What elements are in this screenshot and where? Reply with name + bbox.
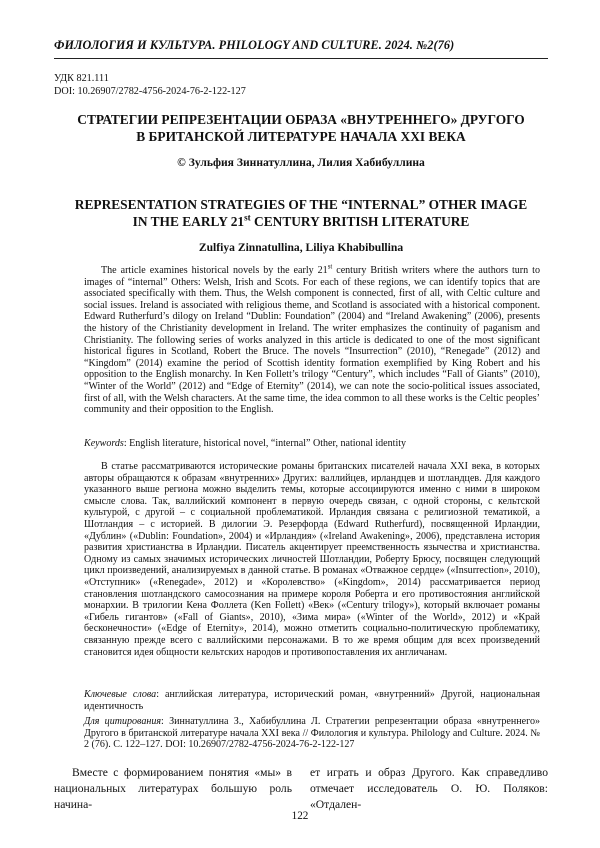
- russian-keywords-label: Ключевые слова: [84, 689, 157, 700]
- body-column-left: Вместе с формированием понятия «мы» в национальных литературах большую роль начина-: [54, 766, 292, 811]
- english-title-line-1: REPRESENTATION STRATEGIES OF THE “INTERNAL” OTHER IMAGE: [74, 197, 528, 212]
- english-abstract-part-b: century British writers where the authors turn to images of “internal” Others: Welsh, Irish and Scots. For each of these regions, we can identify topics that are associated specifically with them. Thus, the Welsh component is connected, first of all, with Celtic culture and social issues. Ireland is associated with religious theme, and Scotland is associated with a historical component. Edward Rutherfurd’s dilogy on Ireland “Dublin: Foundation” (2004) and “Ireland Awakening” (2006), presents the history of the Christianity development in Ireland. The writer emphasizes the continuity of paganism and Christianity. The following series of works analyzed in this article is dedicated to one of the most significant historical figures in Scotland, Robert the Bruce. The novels “Insurrection” (2010), “Renegade” (2012) and “Kingdom” (2014) examine the period of Scottish identity formation exemplified by King Robert and his opposition to the English monarchy. In Ken Follett’s trilogy “Century”, which includes “Fall of Giants” (2010), “Winter of the World” (2012) and “Edge of Eternity” (2014), we can note the socio-political issues associated, first of all, with the Welsh characters. At the same time, the idea common to all these works is the Celtic peoples’ community and their opposition to the English.: [84, 265, 540, 416]
- udk-code: УДК 821.111: [54, 73, 109, 84]
- english-title-superscript: st: [244, 212, 251, 223]
- english-abstract-part-a: The article examines historical novels by the early 21: [101, 265, 328, 276]
- article-meta: [54, 73, 246, 98]
- body-column-right: ет играть и образ Другого. Как справедливо отмечает исследователь О. Ю. Поляков: «Отдален-: [310, 766, 548, 811]
- russian-keywords-text: : английская литература, исторический роман, «внутренний» Другой, национальная идентичность: [84, 689, 540, 712]
- header-divider: [54, 58, 548, 59]
- russian-title-line-1: СТРАТЕГИИ РЕПРЕЗЕНТАЦИИ ОБРАЗА «ВНУТРЕННЕГО» ДРУГОГО: [77, 112, 525, 127]
- citation-text: : Зиннатуллина З., Хабибуллина Л. Стратегии репрезентации образа «внутреннего» Другого в британской литературе начала XXI века // Филология и культура. Philology and Culture. 2024. № 2 (76). С. 122–127. DOI: 10.26907/2782-4756-2024-76-2-122-127: [84, 716, 540, 751]
- english-keywords: [84, 438, 540, 450]
- journal-header: ФИЛОЛОГИЯ И КУЛЬТУРА. PHILOLOGY AND CULTURE. 2024. №2(76): [54, 38, 455, 52]
- page-number: 122: [291, 810, 309, 822]
- english-title-line-2: [54, 213, 548, 230]
- english-keywords-text: : English literature, historical novel, “internal” Other, national identity: [123, 438, 407, 449]
- english-keywords-label: Keywords: [84, 438, 124, 449]
- doi: DOI: 10.26907/2782-4756-2024-76-2-122-127: [54, 85, 246, 97]
- english-authors: Zulfiya Zinnatullina, Liliya Khabibullina: [198, 241, 404, 254]
- citation: [84, 716, 540, 751]
- russian-title-line-2: В БРИТАНСКОЙ ЛИТЕРАТУРЕ НАЧАЛА XXI ВЕКА: [136, 129, 466, 144]
- english-title: [54, 196, 548, 230]
- english-title-part-a: IN THE EARLY 21: [132, 214, 245, 229]
- russian-title: [54, 111, 548, 145]
- english-title-part-b: CENTURY BRITISH LITERATURE: [250, 214, 470, 229]
- english-abstract-superscript: st: [327, 263, 333, 271]
- russian-keywords: [84, 689, 540, 712]
- english-abstract: [84, 265, 540, 416]
- russian-abstract: В статье рассматриваются исторические романы британских писателей начала XXI века, в которых авторы обращаются к образам «внутренних» Других: валлийцев, ирландцев и шотландцев. Для каждого указанного выше региона можно выделить темы, которые ассоциируются именно с ними в широком смысле слова. Так, валлийский компонент в первую очередь связан, с одной стороны, с кельтской культурой, с другой – с социальной проблематикой. Ирландия связана с религиозной тематикой, а Шотландия – с историей. В дилогии Э. Резерфорда (Edward Rutherfurd), посвященной Ирландии, «Дублин» («Dublin: Foundation», 2004) и «Ирландия» («Ireland Awakening», 2006), представлена история развития христианства в Ирландии. Писатель акцентирует преемственность язычества и христианства. Одному из самых значимых исторических личностей Шотландии, Роберту Брюсу, посвящен следующий цикл произведений, анализируемых в данной статье. В романах «Отважное сердце» («Insurrection», 2010), «Отступник» («Renegade», 2012) и «Королевство» («Kingdom», 2014) рассматривается период становления шотландского самосознания на примере короля Роберта и его противостояния английской монархии. В трилогии Кена Фоллета (Ken Follett) «Век» («Century trilogy»), который включает романы «Гибель гигантов» («Fall of Giants», 2010), «Зима мира» («Winter of the World», 2012) и «Край бесконечности» («Edge of Eternity», 2014), можно отметить социально-политическую проблематику, связанную прежде всего с валлийскими персонажами. В то же время общим для всех произведений становится идея общности кельтских народов и противопоставления их англичанам.: [84, 461, 540, 658]
- russian-authors: © Зульфия Зиннатуллина, Лилия Хабибуллина: [177, 156, 425, 169]
- citation-label: Для цитирования: [84, 716, 162, 727]
